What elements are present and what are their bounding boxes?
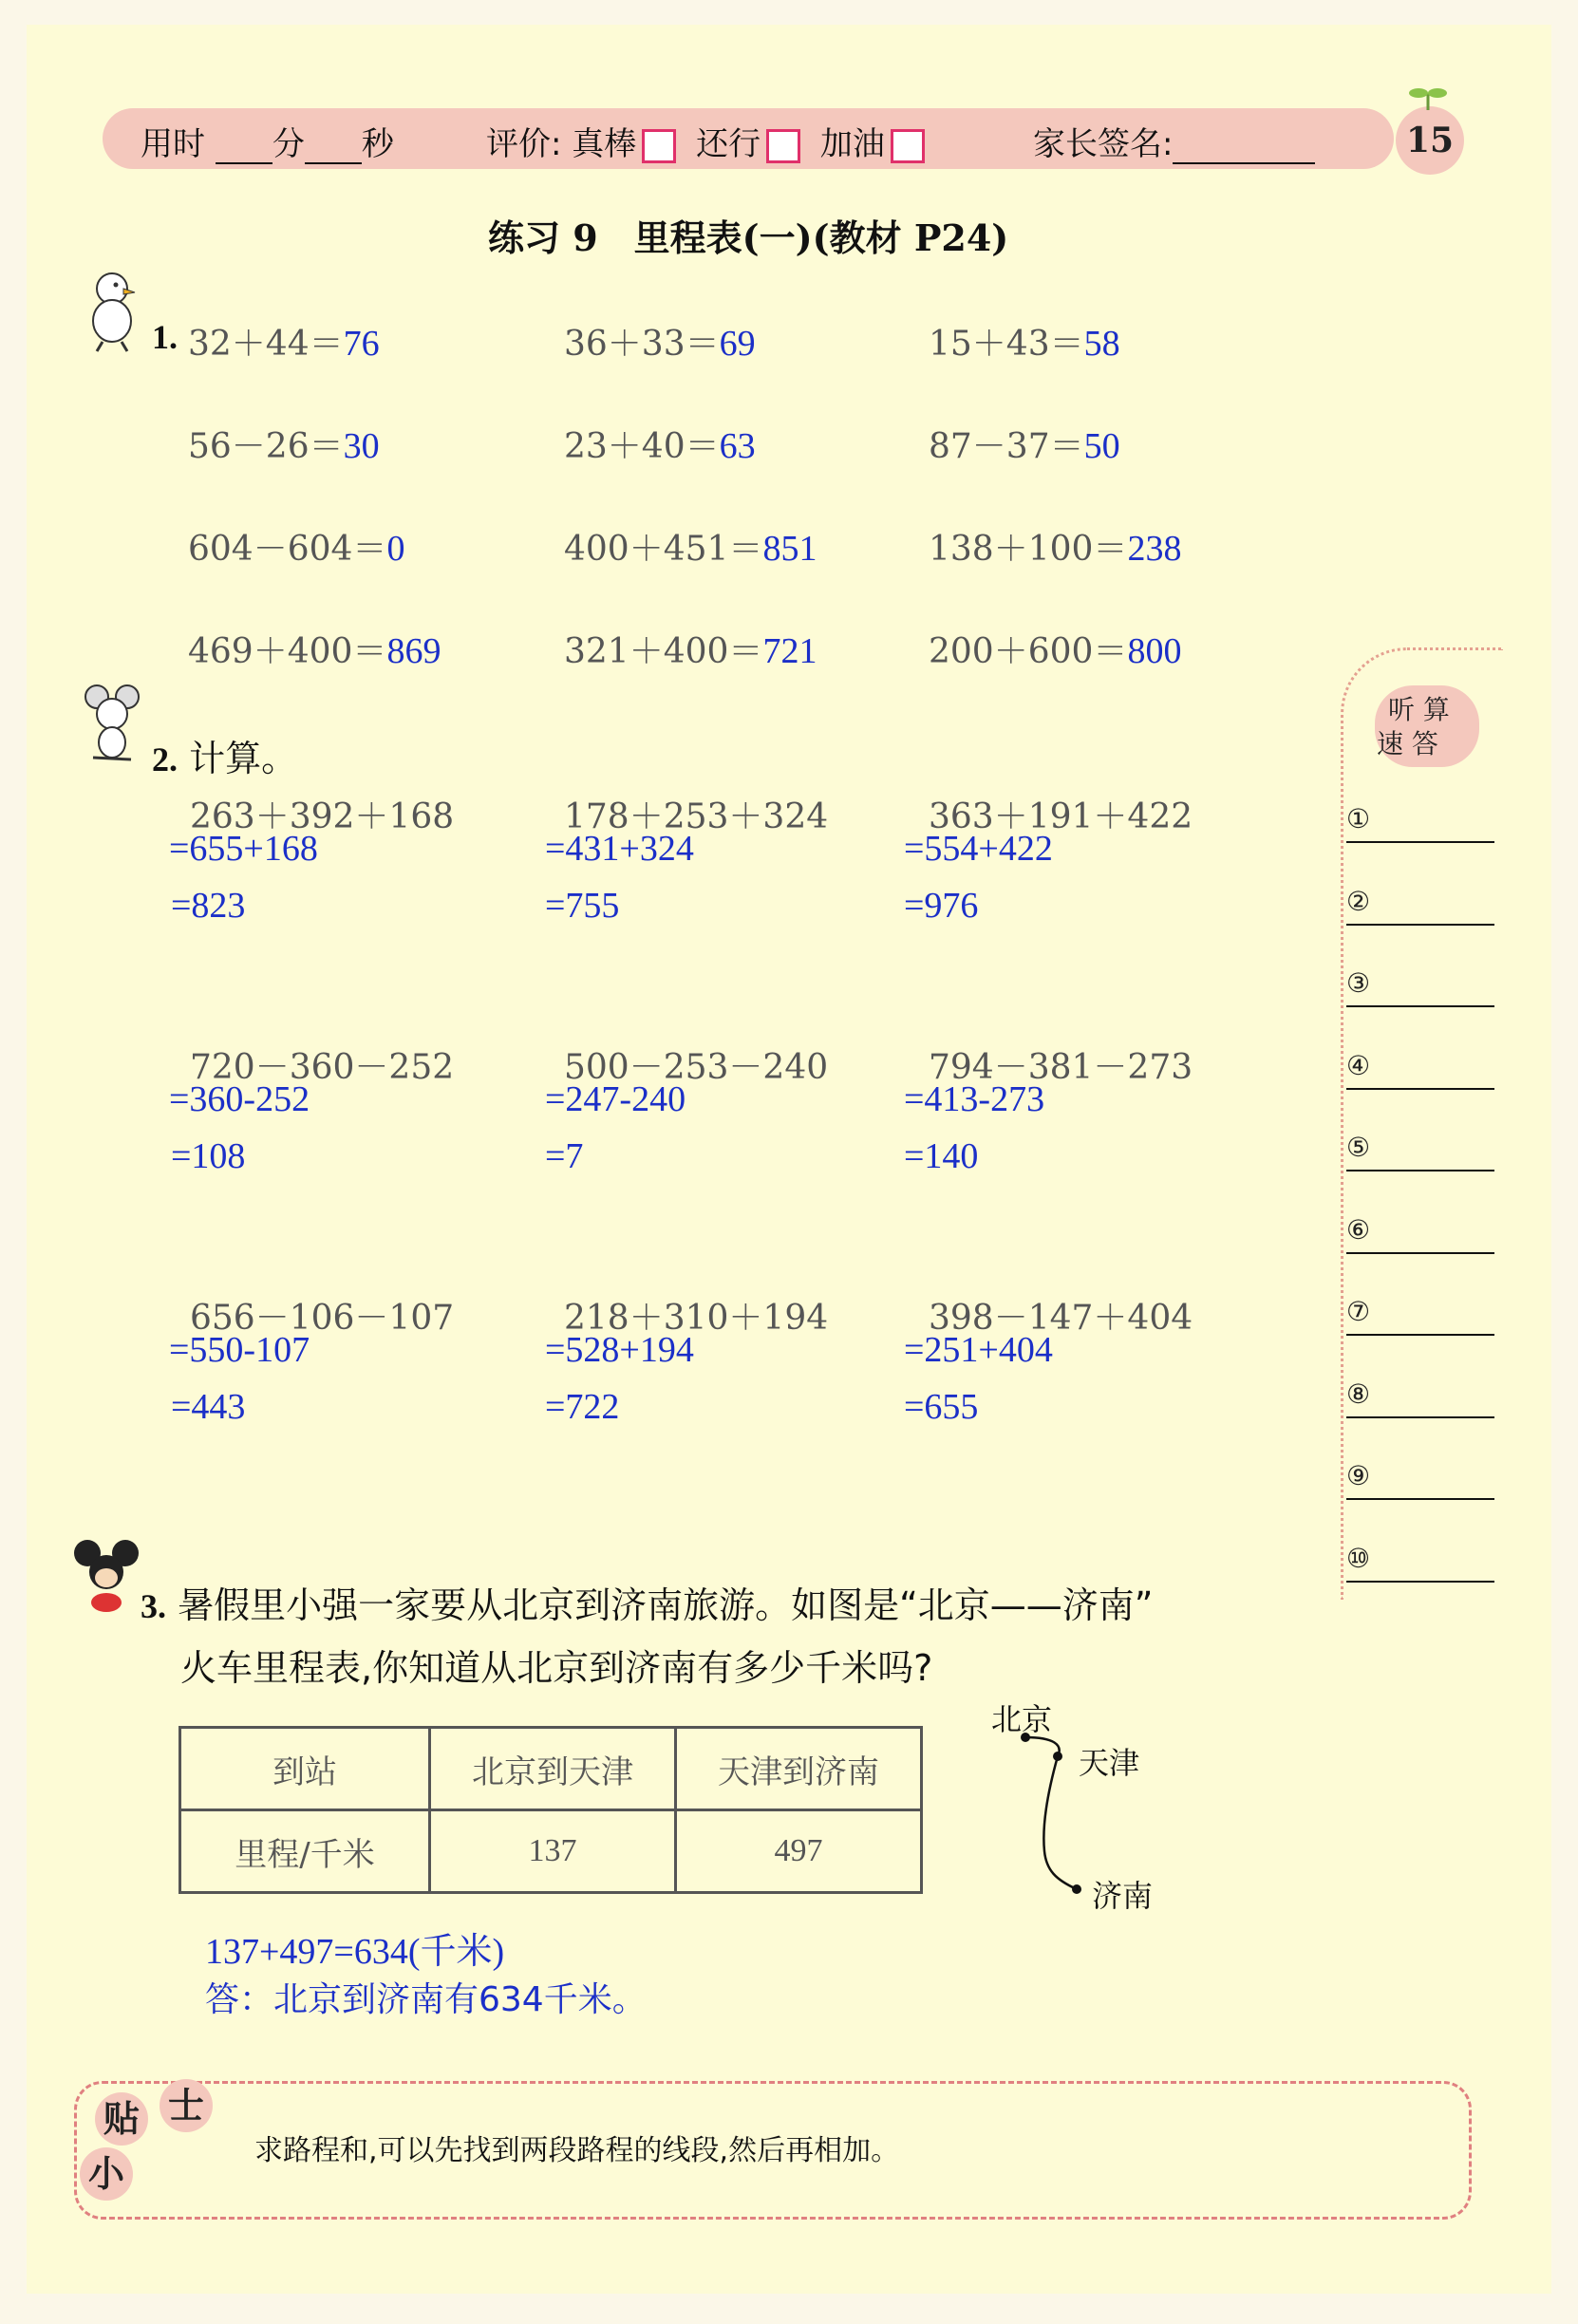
section-2-step-1[interactable]: =554+422 <box>904 829 1053 869</box>
section-1-problem <box>188 522 404 571</box>
minute-label: 分 <box>272 125 305 163</box>
problem-answer[interactable]: 76 <box>343 324 380 364</box>
section-2-step-2[interactable]: =722 <box>545 1387 620 1427</box>
problem-question: 87－37＝ <box>929 427 1084 466</box>
problem-answer[interactable]: 50 <box>1083 426 1120 466</box>
section-2-question: 794－381－273 <box>929 1048 1193 1087</box>
listen-answer-index: ⑦ <box>1346 1296 1371 1327</box>
section-1-problem <box>564 317 756 365</box>
section-2-label: 计算。 <box>189 738 298 779</box>
section-2-step-2[interactable]: =140 <box>904 1136 979 1176</box>
table-header-beijing-tianjin: 北京到天津 <box>430 1728 676 1810</box>
tip-char-3: 小 <box>80 2147 133 2201</box>
section-2-question: 500－253－240 <box>564 1048 829 1087</box>
problem-question: 15＋43＝ <box>929 325 1084 364</box>
section-2-question: 218＋310＋194 <box>564 1299 829 1338</box>
section-2-step-1[interactable]: =251+404 <box>904 1330 1053 1370</box>
tianjin-point <box>1053 1752 1062 1761</box>
sprout-icon <box>1400 84 1456 112</box>
evaluation-field <box>486 118 925 164</box>
section-2-step-1[interactable]: =413-273 <box>904 1079 1045 1119</box>
evaluation-label: 评价: <box>486 125 562 163</box>
listen-answer-line[interactable] <box>1346 1378 1494 1418</box>
tip-char-2: 士 <box>160 2079 213 2132</box>
map-label-beijing: 北京 <box>991 1701 1053 1737</box>
section-2-question: 363＋191＋422 <box>929 797 1193 836</box>
section-2-question: 263＋392＋168 <box>190 797 455 836</box>
problem-question: 23＋40＝ <box>564 427 720 466</box>
problem-answer[interactable]: 58 <box>1083 324 1120 364</box>
listen-answer-line[interactable] <box>1346 1296 1494 1336</box>
section-2-step-2[interactable]: =655 <box>904 1387 979 1427</box>
mouse-mascot-icon <box>74 680 150 765</box>
section-1-problem <box>929 522 1181 571</box>
problem-question: 56－26＝ <box>188 427 344 466</box>
tip-text: 求路程和,可以先找到两段路程的线段,然后再相加。 <box>254 2134 900 2167</box>
problem-answer[interactable]: 800 <box>1127 631 1182 671</box>
mileage-table <box>178 1726 923 1894</box>
section-1-problem <box>564 625 817 673</box>
section-3-text-1: 暑假里小强一家要从北京到济南旅游。如图是“北京——济南” <box>178 1584 1154 1626</box>
listen-answer-index: ① <box>1346 803 1371 834</box>
time-field <box>141 118 394 164</box>
section-1-problem <box>188 420 380 468</box>
section-2-step-1[interactable]: =550-107 <box>169 1330 310 1370</box>
section-2-step-2[interactable]: =755 <box>545 886 620 926</box>
listen-answer-badge <box>1375 685 1479 767</box>
section-1-number: 1. <box>152 318 178 356</box>
section-1-problem <box>929 420 1120 468</box>
listen-answer-line[interactable] <box>1346 1132 1494 1171</box>
problem-question: 138＋100＝ <box>929 530 1128 569</box>
problem-question: 604－604＝ <box>188 530 387 569</box>
listen-answer-index: ⑨ <box>1346 1460 1371 1491</box>
mileage-table-header-row <box>180 1728 922 1810</box>
section-2-step-2[interactable]: =108 <box>171 1136 246 1176</box>
listen-answer-index: ④ <box>1346 1049 1371 1081</box>
section-1-problem <box>564 420 756 468</box>
rate-ok-label: 还行 <box>696 125 761 163</box>
section-3-answer-text: 答：北京到济南有634千米。 <box>205 1980 647 2019</box>
section-2-step-1[interactable]: =360-252 <box>169 1079 310 1119</box>
problem-answer[interactable]: 238 <box>1127 529 1182 569</box>
parent-sign-field <box>1033 118 1315 164</box>
section-2-step-2[interactable]: =823 <box>171 886 246 926</box>
problem-answer[interactable]: 63 <box>719 426 756 466</box>
problem-question: 400＋451＝ <box>564 530 763 569</box>
rate-try-label: 加油 <box>819 125 885 163</box>
problem-answer[interactable]: 30 <box>343 426 380 466</box>
listen-answer-index: ⑧ <box>1346 1378 1371 1410</box>
listen-answer-line[interactable] <box>1346 1214 1494 1254</box>
section-1-problem <box>188 317 380 365</box>
section-2-question: 178＋253＋324 <box>564 797 829 836</box>
parent-sign-blank[interactable] <box>1173 134 1315 164</box>
section-1-problem <box>929 317 1120 365</box>
listen-answer-index: ⑩ <box>1346 1542 1371 1574</box>
section-2-step-2[interactable]: =7 <box>545 1136 584 1176</box>
section-2-step-1[interactable]: =655+168 <box>169 829 318 869</box>
listen-answer-title-a: 听 算 <box>1388 694 1450 725</box>
jinan-point <box>1072 1884 1081 1894</box>
section-2-step-2[interactable]: =976 <box>904 886 979 926</box>
problem-answer[interactable]: 69 <box>719 324 756 364</box>
section-1-problem <box>564 522 817 571</box>
section-2-header <box>152 729 297 781</box>
tip-char-1: 贴 <box>95 2092 148 2146</box>
listen-answer-index: ⑥ <box>1346 1213 1371 1246</box>
problem-answer[interactable]: 0 <box>386 529 405 569</box>
page-title: 练习 9 里程表(一)(教材 P24) <box>488 216 1009 259</box>
table-header-tianjin-jinan: 天津到济南 <box>676 1728 922 1810</box>
section-3-line-1 <box>141 1576 1153 1628</box>
problem-answer[interactable]: 869 <box>386 631 441 671</box>
problem-question: 469＋400＝ <box>188 632 387 671</box>
table-header-station: 到站 <box>180 1728 430 1810</box>
minute-blank[interactable] <box>216 134 272 164</box>
listen-answer-index: ⑤ <box>1346 1132 1371 1163</box>
section-2-question: 656－106－107 <box>190 1299 455 1338</box>
section-2-number: 2. <box>152 740 178 778</box>
mileage-table-row <box>180 1810 922 1893</box>
parent-sign-label: 家长签名: <box>1033 125 1174 163</box>
problem-answer[interactable]: 851 <box>762 529 817 569</box>
listen-answer-line[interactable] <box>1346 1460 1494 1500</box>
listen-answer-line[interactable] <box>1346 967 1494 1007</box>
listen-answer-line[interactable] <box>1346 1050 1494 1090</box>
problem-question: 32＋44＝ <box>188 325 344 364</box>
second-blank[interactable] <box>305 134 362 164</box>
listen-answer-index: ③ <box>1346 967 1371 999</box>
section-2-step-1[interactable]: =247-240 <box>545 1079 686 1119</box>
problem-question: 36＋33＝ <box>564 325 720 364</box>
section-1-problem <box>188 625 441 673</box>
map-label-jinan: 济南 <box>1092 1878 1154 1914</box>
section-2-step-1[interactable]: =528+194 <box>545 1330 694 1370</box>
rate-ok-checkbox[interactable] <box>766 129 800 163</box>
problem-question: 200＋600＝ <box>929 632 1128 671</box>
section-2-question: 398－147＋404 <box>929 1299 1193 1338</box>
duck-mascot-icon <box>74 268 150 353</box>
listen-answer-line[interactable] <box>1346 803 1494 843</box>
table-cell-beijing-tianjin: 137 <box>430 1810 676 1893</box>
rate-good-checkbox[interactable] <box>642 129 676 163</box>
table-cell-tianjin-jinan: 497 <box>676 1810 922 1893</box>
section-3-line-2: 火车里程表,你知道从北京到济南有多少千米吗? <box>180 1647 933 1689</box>
listen-answer-index: ② <box>1346 885 1371 917</box>
listen-answer-line[interactable] <box>1346 886 1494 926</box>
page-number: 15 <box>1396 106 1464 175</box>
mickey-mascot-icon <box>68 1534 148 1614</box>
rate-good-label: 真棒 <box>572 125 637 163</box>
listen-answer-line[interactable] <box>1346 1543 1494 1583</box>
problem-answer[interactable]: 721 <box>762 631 817 671</box>
section-3-answer-calc: 137+497=634(千米) <box>205 1932 505 1972</box>
section-3-number: 3. <box>141 1587 166 1625</box>
second-label: 秒 <box>361 125 394 163</box>
problem-question: 321＋400＝ <box>564 632 763 671</box>
section-2-step-2[interactable]: =443 <box>171 1387 246 1427</box>
section-2-question: 720－360－252 <box>190 1048 455 1087</box>
listen-answer-title-b: 速 答 <box>1377 728 1438 759</box>
section-1-problem <box>929 625 1181 673</box>
time-label: 用时 <box>141 125 205 163</box>
section-2-step-1[interactable]: =431+324 <box>545 829 694 869</box>
table-cell-mileage-label: 里程/千米 <box>180 1810 430 1893</box>
listen-answer-panel <box>1341 647 1503 1600</box>
map-label-tianjin: 天津 <box>1079 1745 1140 1781</box>
rate-try-checkbox[interactable] <box>891 129 925 163</box>
